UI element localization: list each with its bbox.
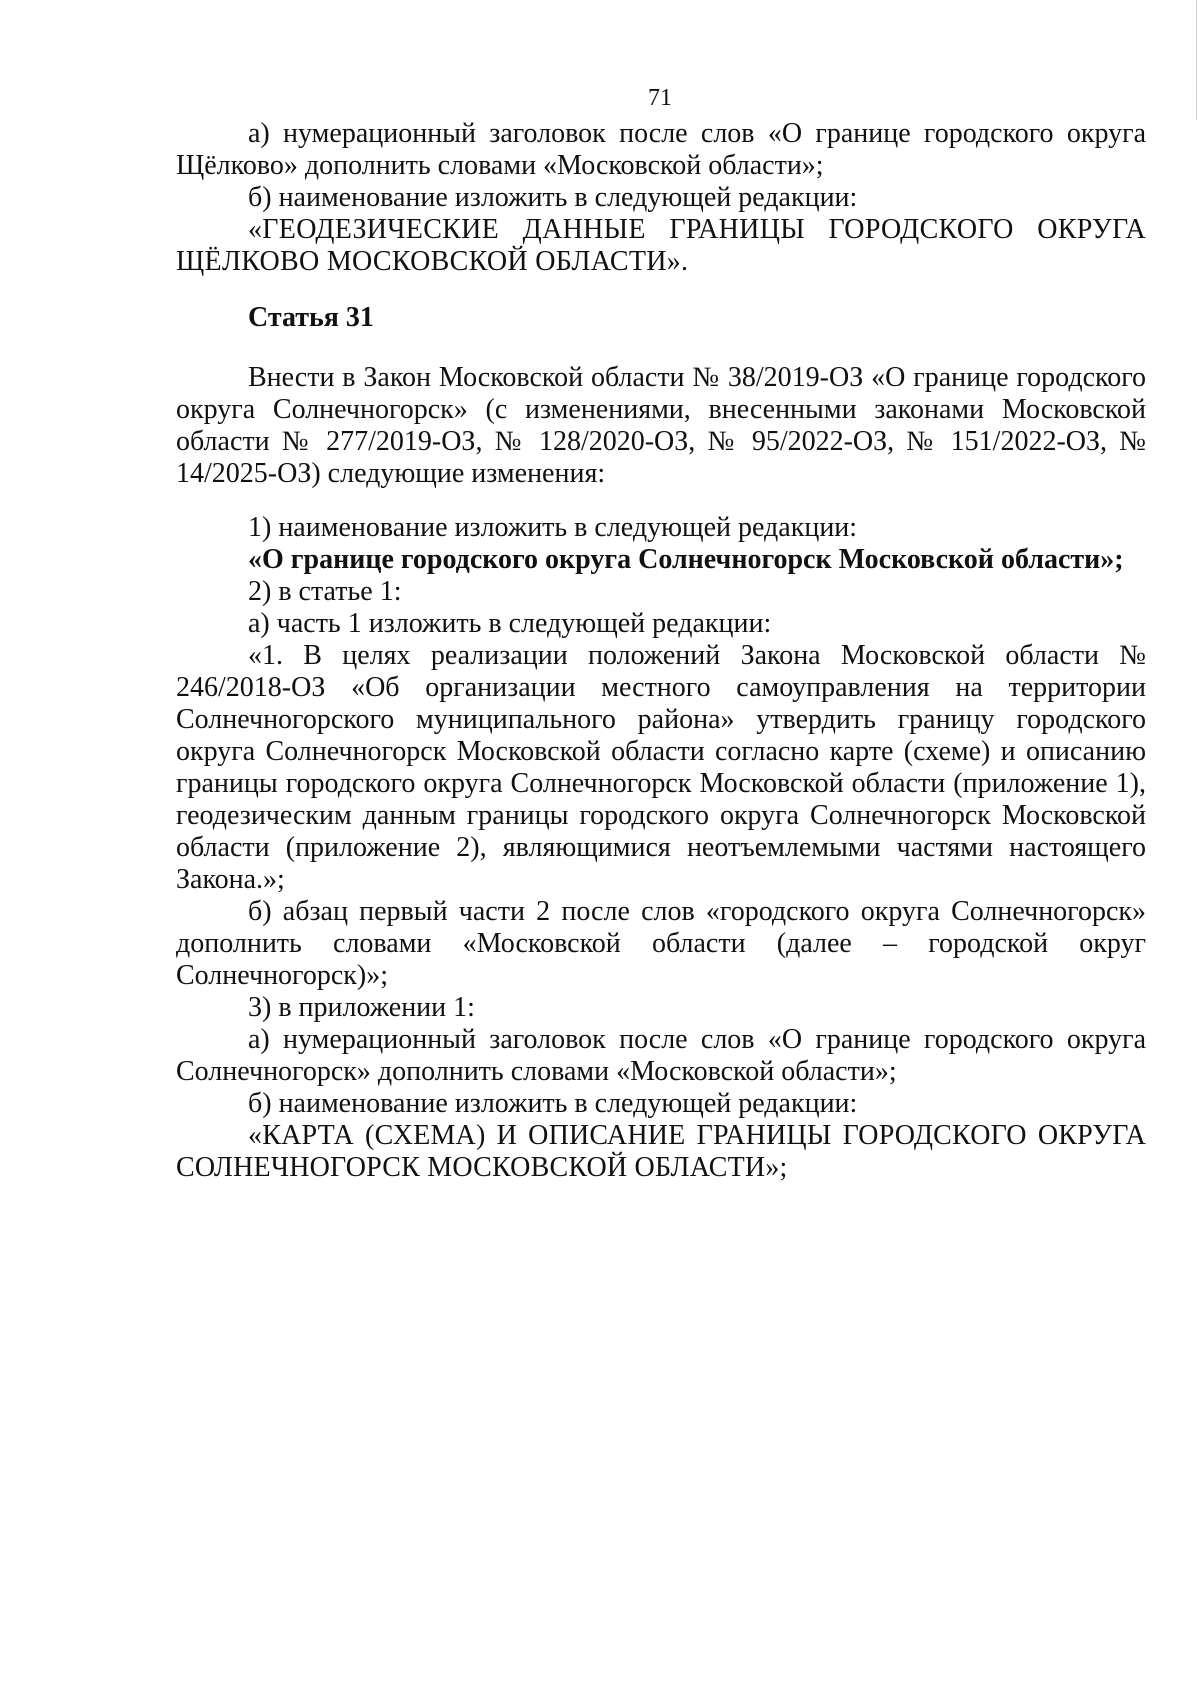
list-item: а) нумерационный заголовок после слов «О границе городского округа Солнечногорск» дополнить словами «Московской области»; <box>176 1024 1146 1087</box>
list-item: а) часть 1 изложить в следующей редакции: <box>248 608 772 639</box>
page-number: 71 <box>648 85 672 111</box>
quoted-part: «1. В целях реализации положений Закона Московской области № 246/2018-ОЗ «Об организации местного самоуправления на территории Солнечногорского муниципального района» утвердить границу городского округа Солнечногорск Московской области согласно карте (схеме) и описанию границы городского округа Солнечногорск Московской области (приложение 1), геодезическим данным границы городского округа Солнечногорск Московской области (приложение 2), являющимися неотъемлемыми частями настоящего Закона.»; <box>176 640 1146 895</box>
paragraph: б) наименование изложить в следующей редакции: <box>248 182 858 213</box>
scan-edge-line <box>1196 0 1197 120</box>
paragraph: а) нумерационный заголовок после слов «О границе городского округа Щёлково» дополнить словами «Московской области»; <box>176 118 1146 181</box>
amendments-list <box>176 512 1146 1184</box>
paragraph-caps: «КАРТА (СХЕМА) И ОПИСАНИЕ ГРАНИЦЫ ГОРОДСКОГО ОКРУГА СОЛНЕЧНОГОРСК МОСКОВСКОЙ ОБЛАСТИ»; <box>176 1120 1146 1183</box>
article-heading: Статья 31 <box>248 302 374 333</box>
list-item: 3) в приложении 1: <box>248 992 475 1023</box>
list-item: б) наименование изложить в следующей редакции: <box>248 1088 858 1119</box>
list-item: 1) наименование изложить в следующей редакции: <box>248 512 858 543</box>
paragraph: Внести в Закон Московской области № 38/2019-ОЗ «О границе городского округа Солнечногорск» (с изменениями, внесенными законами Московской области № 277/2019-ОЗ, № 128/2020-ОЗ, № 95/2022-ОЗ, № 151/2022-ОЗ, № 14/2025-ОЗ) следующие изменения: <box>176 362 1146 489</box>
list-item: 2) в статье 1: <box>248 576 402 607</box>
new-title: «О границе городского округа Солнечногорск Московской области»; <box>248 544 1124 575</box>
top-section <box>176 118 1146 278</box>
article-intro <box>176 362 1146 490</box>
paragraph-caps: «ГЕОДЕЗИЧЕСКИЕ ДАННЫЕ ГРАНИЦЫ ГОРОДСКОГО ОКРУГА ЩЁЛКОВО МОСКОВСКОЙ ОБЛАСТИ». <box>176 214 1146 277</box>
list-item: б) абзац первый части 2 после слов «городского округа Солнечногорск» дополнить словами «Московской области (далее – городской округ Солнечногорск)»; <box>176 896 1146 991</box>
